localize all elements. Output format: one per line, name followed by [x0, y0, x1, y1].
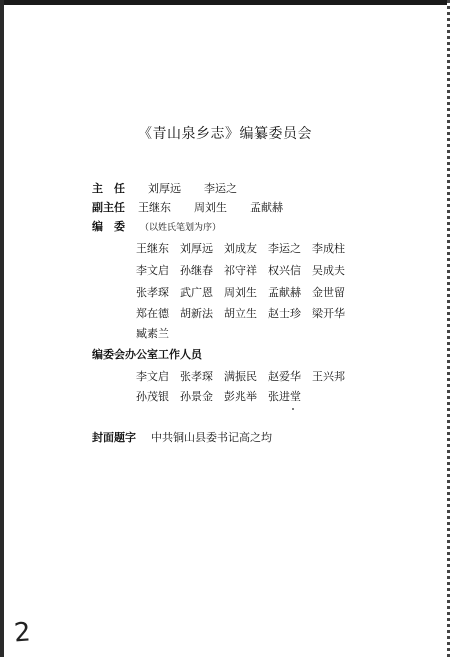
person-name: 李运之 — [204, 182, 237, 195]
person-name: 周刘生 — [194, 201, 227, 214]
person-name: 王继东 — [136, 242, 169, 255]
person-name: 赵爱华 — [268, 370, 301, 383]
person-name: 胡立生 — [224, 307, 257, 320]
person-name: 权兴信 — [268, 264, 301, 277]
person-name: 满振民 — [224, 370, 257, 383]
person-name: 吴成夫 — [312, 264, 345, 277]
committee-row — [136, 325, 169, 341]
person-name: 胡新法 — [180, 307, 213, 320]
committee-label: 编 委 — [92, 220, 125, 233]
director-names — [148, 182, 237, 195]
committee-row — [136, 240, 345, 256]
cover-inscription-row — [92, 429, 272, 445]
person-name: 孟献赫 — [268, 286, 301, 299]
person-name: 王继东 — [138, 201, 171, 214]
committee-order-note: （以姓氏笔划为序） — [140, 223, 222, 233]
person-name: 张孝琛 — [136, 286, 169, 299]
scan-border-left — [0, 0, 4, 657]
person-name: 周刘生 — [224, 286, 257, 299]
person-name: 梁开华 — [312, 307, 345, 320]
deputy-director-names — [138, 201, 283, 214]
person-name: 张进堂 — [268, 390, 301, 403]
office-staff-row — [136, 388, 301, 404]
scan-speck — [292, 408, 294, 410]
cover-inscription-label: 封面题字 — [92, 431, 136, 444]
office-staff-heading-row — [92, 346, 202, 362]
person-name: 武广恩 — [180, 286, 213, 299]
director-row — [92, 180, 237, 196]
page-title: 《青山泉乡志》编纂委员会 — [138, 126, 312, 142]
person-name: 臧素兰 — [136, 327, 169, 340]
deputy-director-label: 副主任 — [92, 201, 125, 214]
person-name: 孟献赫 — [250, 201, 283, 214]
person-name: 刘厚远 — [148, 182, 181, 195]
committee-row — [136, 305, 345, 321]
person-name: 李文启 — [136, 370, 169, 383]
person-name: 李成柱 — [312, 242, 345, 255]
person-name: 刘厚远 — [180, 242, 213, 255]
committee-row — [136, 284, 345, 300]
person-name: 祁守祥 — [224, 264, 257, 277]
committee-heading-row — [92, 218, 221, 234]
person-name: 刘成友 — [224, 242, 257, 255]
person-name: 金世留 — [312, 286, 345, 299]
person-name: 彭兆举 — [224, 390, 257, 403]
cover-inscription-text: 中共铜山县委书记高之均 — [151, 431, 272, 444]
person-name: 李运之 — [268, 242, 301, 255]
person-name: 孙继春 — [180, 264, 213, 277]
scan-border-top — [0, 0, 450, 5]
handwritten-page-mark: 2 — [12, 617, 32, 649]
committee-row — [136, 262, 345, 278]
office-staff-label: 编委会办公室工作人员 — [92, 348, 202, 361]
person-name: 郑在德 — [136, 307, 169, 320]
deputy-director-row — [92, 199, 283, 215]
person-name: 孙景金 — [180, 390, 213, 403]
person-name: 赵士珍 — [268, 307, 301, 320]
person-name: 李文启 — [136, 264, 169, 277]
person-name: 王兴邦 — [312, 370, 345, 383]
person-name: 张孝琛 — [180, 370, 213, 383]
office-staff-row — [136, 368, 345, 384]
director-label: 主 任 — [92, 182, 125, 195]
person-name: 孙茂银 — [136, 390, 169, 403]
